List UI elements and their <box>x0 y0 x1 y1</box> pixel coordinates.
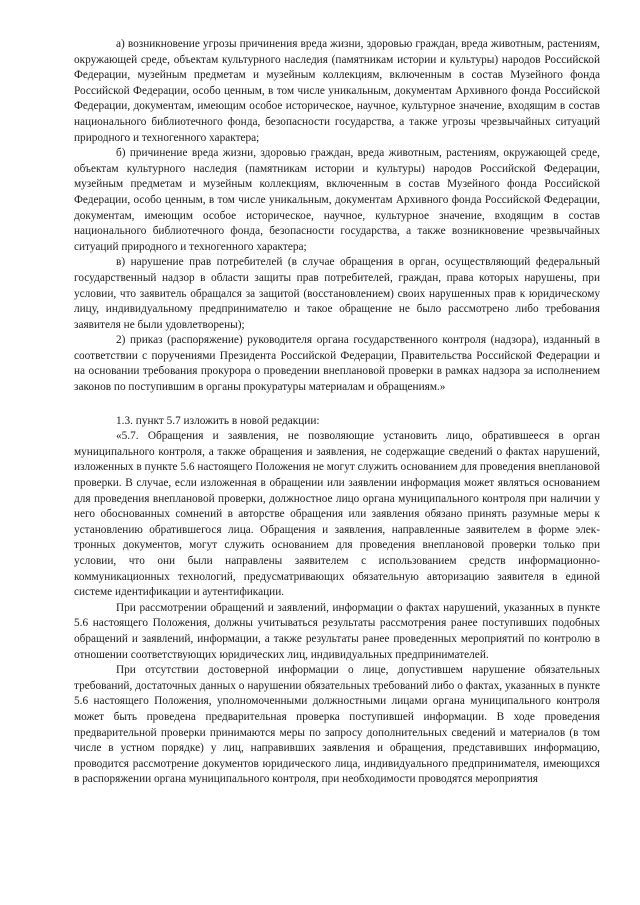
paragraph-consideration: При рассмотрении обращений и заявлений, информации о фактах нарушений, указанных в пункте 5.6 настоящего Положения, должны учитываться результаты рассмотрения ранее поступивших подобных обращений и заявлений, информации, а также результаты ранее проведенных мероприятий по контролю в отношении соответствующих юридических лиц, индивидуальных предпринимателей. <box>74 601 600 661</box>
paragraph-clause-5-7: «5.7. Обращения и заявления, не позволяющие установить лицо, обратившееся в орган муниципального контроля, а также обращения и заявления, не содержащие сведений о фактах нарушений, изложенных в пункте 5.6 настоящего Положения не могут служить основанием для проведения внеплановой проверки. В случае, если изложенная в обращении или заявлении информация может являться основанием для проведения внеплановой проверки, должностное лицо органа муниципального контроля при наличии у него обоснованных сомнений в авторстве обращения или заявления обязано принять разумные меры к установлению обратившегося лица. Обращения и заявления, направленные заявителем в форме электронных документов, могут служить основанием для проведения внеплановой проверки только при условии, что они были направлены заявителем с использованием средств информационно-коммуникационных технологий, предусматривающих обязательную авторизацию заявителя в единой системе идентификации и аутентификации. <box>74 430 600 599</box>
paragraph-consumer-rights: в) нарушение прав потребителей (в случае обращения в орган, осуществляющий федеральный государственный надзор в области защиты прав потребителей, граждан, права которых нарушены, при условии, что заявитель обращался за защитой (восстановлением) своих нарушенных прав к юридическому лицу, индивидуальному предпринимателю и такое обращение не было рассмотрено либо требования заявителя не были удовлетворены); <box>74 256 600 331</box>
paragraph-order-of-head: 2) приказ (распоряжение) руководителя органа государственного контроля (надзора), изданный в соответствии с поручениями Президента Российской Федерации, Правительства Российской Федерации и на основании требования прокурора о проведении внеплановой проверки в рамках надзора за исполнением законов по поступившим в органы прокуратуры материалам и обращениям.» <box>74 334 600 394</box>
paragraph-amendment-heading: 1.3. пункт 5.7 изложить в новой редакции: <box>116 414 320 427</box>
paragraph-threat-of-harm: а) возникновение угрозы причинения вреда жизни, здоровью граждан, вреда животным, растениям, окружающей среде, объектам культурного наследия (памятникам истории и культуры) народов Российской Федерации, музейным предметам и музейным коллекциям, включенным в состав Музейного фонда Российской Федерации, особо ценным, в том числе уникальным, документам Архивного фонда Российской Федерации, документам, имеющим особое историческое, научное, культурное значение, входящим в состав национального библиотечного фонда, безопасности государства, а также угрозы чрезвычайных ситуаций природного и техногенного характера; <box>74 38 600 144</box>
paragraph-preliminary-check: При отсутствии достоверной информации о лице, допустившем нарушение обязательных требований, достаточных данных о нарушении обязательных требований либо о фактах, указанных в пункте 5.6 настоящего Положения, уполномоченными должностными лицами органа муниципального контроля может быть проведена предварительная проверка поступившей информации. В ходе проведения предварительной проверки принимаются меры по запросу дополнительных сведений и материалов (в том числе в устном порядке) у лиц, направивших заявления и обращения, представивших информацию, проводится рассмотрение документов юридического лица, индивидуального предпринимателя, имеющихся в распоряжении органа муниципального контроля, при необходимости проводятся мероприятия <box>74 664 600 786</box>
section-gap <box>74 396 600 414</box>
document-page <box>74 37 600 788</box>
paragraph-harm-caused: б) причинение вреда жизни, здоровью граждан, вреда животным, растениям, окружающей среде, объектам культурного наследия (памятникам истории и культуры) народов Российской Федерации, музейным предметам и музейным коллекциям, включенным в состав Музейного фонда Российской Федерации, особо ценным, в том числе уникальным, документам Архивного фонда Российской Федерации, документам, имеющим особое историческое, научное, культурное значение, входящим в состав национального библиотечного фонда, безопасности государства, а также возникновение чрезвычайных ситуаций природного и техногенного характера; <box>74 147 600 253</box>
